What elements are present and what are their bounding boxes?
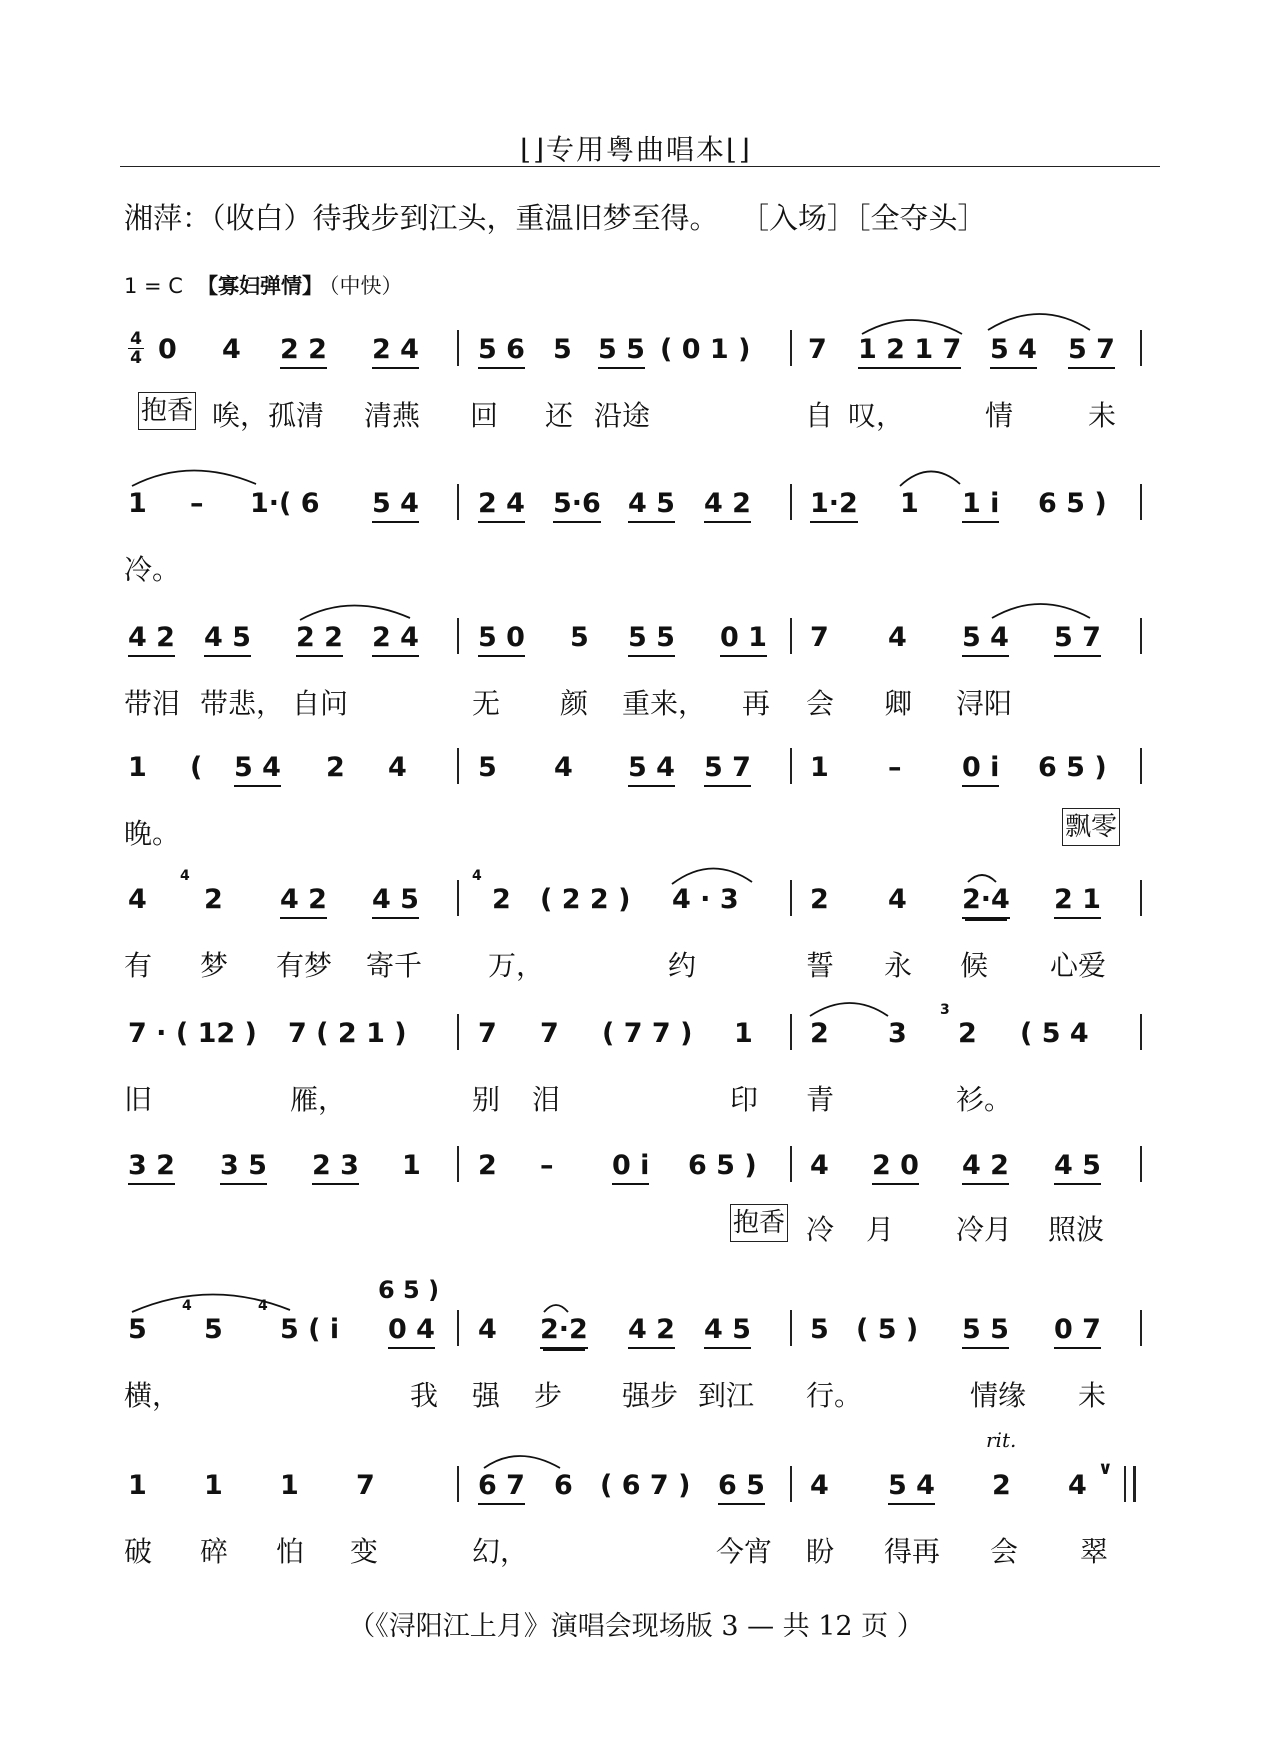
note: 4 5 [204, 622, 251, 657]
lyric: 颜 [560, 687, 589, 720]
intro-line [124, 196, 987, 237]
note: 2 [326, 752, 345, 783]
lyric: 有 [124, 949, 153, 982]
grace-note: 4 [180, 868, 190, 884]
lyric: 步 [534, 1379, 563, 1412]
note: 2 4 [372, 622, 419, 657]
slur [968, 875, 996, 882]
lyric: 情 [985, 399, 1014, 432]
note: 2 4 [478, 488, 525, 523]
time-signature [128, 330, 144, 367]
note: 5 7 [1054, 622, 1101, 657]
note: ( 7 7 ) [602, 1018, 693, 1049]
slur [900, 471, 960, 486]
bar-line [790, 1310, 792, 1346]
note: 4 [1068, 1470, 1087, 1501]
final-bar-line [1124, 1466, 1136, 1502]
note: 4 [128, 884, 147, 915]
bar-line [1140, 748, 1142, 784]
lyric: 寄千 [366, 949, 423, 982]
note: 4 [388, 752, 407, 783]
page-footer: （《浔阳江上月》演唱会现场版 3 — 共 12 页 ） [348, 1611, 924, 1642]
note: 4 [554, 752, 573, 783]
note: – [540, 1150, 554, 1181]
bar-line [790, 330, 792, 366]
note: ( 6 7 ) [600, 1470, 691, 1501]
above-note: 6 5 ) [378, 1276, 440, 1304]
slur [484, 1456, 560, 1468]
note: 5 [478, 752, 497, 783]
lyric: 青 [806, 1083, 835, 1116]
lyric: 雁， [290, 1083, 347, 1116]
note: 2 2 [280, 334, 327, 369]
note: 2 [492, 884, 511, 915]
bar-line [457, 1014, 459, 1050]
note: 5·6 [553, 488, 601, 523]
lyric: 清燕 [364, 399, 421, 432]
note: 2 [478, 1150, 497, 1181]
note: 3 5 [220, 1150, 267, 1185]
note: 0 7 [1054, 1314, 1101, 1349]
key-line [124, 270, 402, 300]
note: 0 4 [388, 1314, 435, 1349]
bar-line [457, 618, 459, 654]
tempo-marking: （中快） [328, 274, 403, 298]
note: 1·( 6 [250, 488, 320, 519]
lyric: 翠 [1080, 1535, 1109, 1568]
note: 6 5 ) [688, 1150, 757, 1181]
note: 4 2 [128, 622, 175, 657]
note: 2 4 [372, 334, 419, 369]
time-signature-bottom: 4 [130, 348, 142, 368]
note: 1 [402, 1150, 421, 1181]
note: 2 3 [312, 1150, 359, 1185]
bar-line [1140, 880, 1142, 916]
note: 7 [478, 1018, 497, 1049]
role-box: 抱香 [730, 1204, 788, 1242]
note: 2 0 [872, 1150, 919, 1185]
note: 7 [810, 622, 829, 653]
note: 0 i [612, 1150, 649, 1185]
page-header: ⌊⌋专用粤曲唱本⌊⌋ [520, 133, 752, 166]
lyric: 会 [990, 1535, 1019, 1568]
note: 4 5 [372, 884, 419, 919]
note: 1 [810, 752, 829, 783]
bar-line [1140, 484, 1142, 520]
note: 1·2 [810, 488, 858, 523]
note: 5 4 [990, 334, 1037, 369]
note: 2 1 [1054, 884, 1101, 919]
intro-speaker: 湘萍： [124, 201, 212, 235]
note: 4 [478, 1314, 497, 1345]
bar-line [457, 880, 459, 916]
note: 0 1 [720, 622, 767, 657]
bar-line [790, 880, 792, 916]
note: 2 [810, 1018, 829, 1049]
note: 5 0 [478, 622, 525, 657]
bar-line [790, 484, 792, 520]
lyric: 唉，孤清 [212, 399, 325, 432]
note: 5 4 [888, 1470, 935, 1505]
note: 5 4 [234, 752, 281, 787]
lyric: 自问 [292, 687, 349, 720]
lyric: 今宵 [716, 1535, 773, 1568]
note: 0 i [962, 752, 999, 787]
note: 7 [540, 1018, 559, 1049]
lyric: 破 [124, 1535, 153, 1568]
note: ( 5 ) [856, 1314, 919, 1345]
note: 1 [280, 1470, 299, 1501]
lyric: 再 [742, 687, 771, 720]
note: 1 2 1 7 [858, 334, 961, 369]
note: 6 7 [478, 1470, 525, 1505]
note: 5 [570, 622, 589, 653]
note: 2·2 [540, 1314, 588, 1349]
note: 5 6 [478, 334, 525, 369]
lyric: 会 [806, 687, 835, 720]
note: 5 4 [372, 488, 419, 523]
lyric: 晚。 [124, 817, 181, 850]
slur [300, 605, 410, 620]
note: 2·4 [962, 884, 1010, 919]
lyric: 泪 [532, 1083, 561, 1116]
slur [862, 320, 962, 334]
lyric: 有梦 [276, 949, 333, 982]
lyric: 永 [884, 949, 913, 982]
time-signature-top: 4 [128, 330, 144, 349]
lyric: 盼 [806, 1535, 835, 1568]
lyric: 到江 [698, 1379, 755, 1412]
tune-mode: 【寡妇弹情】 [196, 274, 323, 298]
note: 4 · 3 [672, 884, 739, 915]
bar-line [457, 484, 459, 520]
note: 5 [553, 334, 572, 365]
bar-line [457, 1310, 459, 1346]
note: 2 [204, 884, 223, 915]
lyric: 约 [668, 949, 697, 982]
note: 6 5 ) [1038, 752, 1107, 783]
lyric: 重来， [622, 687, 707, 720]
note: 5 4 [628, 752, 675, 787]
note: 5 5 [598, 334, 645, 369]
note: 5 [128, 1314, 147, 1345]
bar-line [1140, 618, 1142, 654]
lyric: 横， [124, 1379, 181, 1412]
lyric: 卿 [884, 687, 913, 720]
lyric: 浔阳 [956, 687, 1013, 720]
note: 1 [128, 1470, 147, 1501]
lyric: 心爱 [1050, 949, 1107, 982]
lyric: 沿途 [594, 399, 651, 432]
lyric: 无 [472, 687, 501, 720]
note: 4 [810, 1150, 829, 1181]
note: 5 [204, 1314, 223, 1345]
lyric: 印 [730, 1083, 759, 1116]
role-box: 抱香 [138, 392, 196, 430]
note: 0 [158, 334, 177, 365]
lyric: 照波 [1048, 1213, 1105, 1246]
lyric: 万， [488, 949, 545, 982]
note: 7 [808, 334, 827, 365]
note: 1 [734, 1018, 753, 1049]
note: 4 [888, 884, 907, 915]
note: 2 [992, 1470, 1011, 1501]
lyric: 冷月 [956, 1213, 1013, 1246]
grace-note: 4 [472, 868, 482, 884]
note: 5 5 [962, 1314, 1009, 1349]
note: 1 [128, 488, 147, 519]
lyric: 怕 [276, 1535, 305, 1568]
note: 2 [810, 884, 829, 915]
breath-mark: ∨ [1098, 1458, 1113, 1479]
note: 1 [128, 752, 147, 783]
rit-marking: rit. [986, 1428, 1017, 1452]
grace-note: 4 [182, 1298, 192, 1314]
note: 4 2 [280, 884, 327, 919]
bar-line [790, 748, 792, 784]
lyric: 冷 [806, 1213, 835, 1246]
lyric: 回 [470, 399, 499, 432]
lyric: 冷。 [124, 553, 181, 586]
note: 2 2 [296, 622, 343, 657]
intro-text: （收白）待我步到江头，重温旧梦至得。 [211, 201, 719, 235]
bar-line [790, 1014, 792, 1050]
lyric: 衫。 [956, 1083, 1013, 1116]
lyric: 强 [472, 1379, 501, 1412]
bar-line [457, 748, 459, 784]
lyric: 候 [960, 949, 989, 982]
note: ( 5 4 [1020, 1018, 1089, 1049]
lyric: 带泪 [124, 687, 181, 720]
lyric: 梦 [200, 949, 229, 982]
lyric: 誓 [806, 949, 835, 982]
note: 5 ( i [280, 1314, 340, 1345]
bar-line [790, 618, 792, 654]
note: – [190, 488, 204, 519]
note: 5 [810, 1314, 829, 1345]
lyric: 我 [410, 1379, 439, 1412]
note: 7 [356, 1470, 375, 1501]
note: 4 5 [1054, 1150, 1101, 1185]
lyric: 未 [1078, 1379, 1107, 1412]
lyric: 变 [350, 1535, 379, 1568]
note: 5 7 [1068, 334, 1115, 369]
lyric: 旧 [124, 1083, 153, 1116]
note: 6 5 [718, 1470, 765, 1505]
lyric: 情缘 [970, 1379, 1027, 1412]
bar-line [457, 1466, 459, 1502]
slur [672, 868, 752, 884]
bar-line [790, 1466, 792, 1502]
slur [988, 314, 1090, 330]
slur [544, 1305, 568, 1312]
slur [132, 470, 256, 486]
slur [992, 604, 1090, 618]
lyric: 未 [1088, 399, 1117, 432]
note: 4 2 [704, 488, 751, 523]
note: 7 · ( 12 ) [128, 1018, 257, 1049]
slur [810, 1003, 888, 1016]
lyric: 月 [866, 1213, 895, 1246]
note: 3 2 [128, 1150, 175, 1185]
key-signature: 1 = C [124, 274, 183, 298]
lyric: 幻， [472, 1535, 529, 1568]
note: 1 [900, 488, 919, 519]
bar-line [457, 330, 459, 366]
note: ( 2 2 ) [540, 884, 631, 915]
bar-line [1140, 1310, 1142, 1346]
lyric: 自 [805, 399, 834, 432]
lyric: 强步 [622, 1379, 679, 1412]
note: 4 [222, 334, 241, 365]
lyric: 别 [472, 1083, 501, 1116]
note: 4 5 [704, 1314, 751, 1349]
lyric: 得再 [884, 1535, 941, 1568]
note: 6 [554, 1470, 573, 1501]
role-box: 飘零 [1062, 808, 1120, 846]
note: 7 ( 2 1 ) [288, 1018, 407, 1049]
grace-note: 4 [258, 1298, 268, 1314]
note: 5 4 [962, 622, 1009, 657]
bar-line [1140, 1146, 1142, 1182]
header-rule [120, 166, 1160, 167]
note: 6 5 ) [1038, 488, 1107, 519]
note: 1 [204, 1470, 223, 1501]
note: 1 i [962, 488, 999, 523]
note: 4 2 [628, 1314, 675, 1349]
bar-line [457, 1146, 459, 1182]
lyric: 带悲， [200, 687, 285, 720]
lyric: 行。 [806, 1379, 863, 1412]
bar-line [1140, 1014, 1142, 1050]
intro-cues: ［入场］［全夺头］ [754, 201, 987, 235]
note: – [888, 752, 902, 783]
note: 4 [810, 1470, 829, 1501]
note: 5 7 [704, 752, 751, 787]
lyric: 碎 [200, 1535, 229, 1568]
note: ( [190, 752, 203, 783]
bar-line [1140, 330, 1142, 366]
bar-line [790, 1146, 792, 1182]
lyric: 还 [545, 399, 574, 432]
lyric: 叹， [848, 399, 905, 432]
note: 4 5 [628, 488, 675, 523]
note: 3 [888, 1018, 907, 1049]
note: 2 [958, 1018, 977, 1049]
note: 4 [888, 622, 907, 653]
note: ( 0 1 ) [660, 334, 751, 365]
note: 4 2 [962, 1150, 1009, 1185]
grace-note: 3 [940, 1002, 950, 1018]
note: 5 5 [628, 622, 675, 657]
